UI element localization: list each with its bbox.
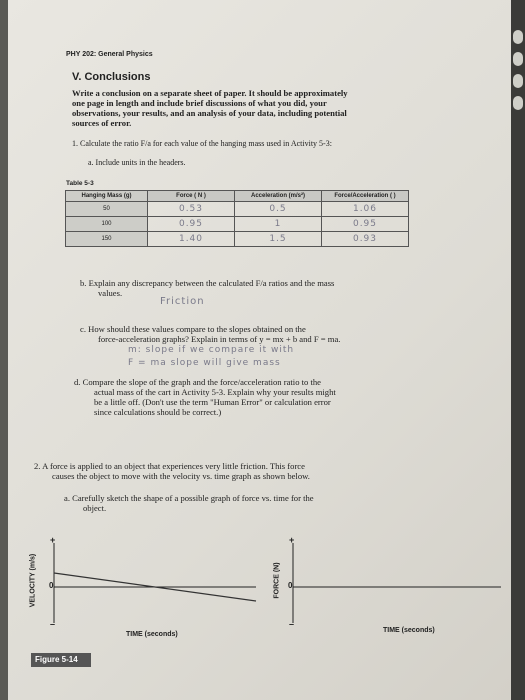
col-mass: Hanging Mass (g)	[66, 191, 148, 202]
ring	[513, 96, 523, 110]
data-table	[65, 190, 409, 247]
force-xlabel: TIME (seconds)	[383, 627, 435, 634]
question-2a-line-1: a. Carefully sketch the shape of a possible graph of force vs. time for the	[64, 493, 314, 503]
question-1c-line-2: force-acceleration graphs? Explain in terms of y = mx + b and F = ma.	[98, 334, 341, 344]
cell-force: 1.40	[148, 232, 235, 247]
intro-line-4: sources of error.	[72, 118, 132, 128]
binder-rings	[511, 0, 525, 700]
cell-mass: 100	[66, 217, 148, 232]
figure-label: Figure 5-14	[31, 653, 91, 667]
cell-accel: 0.5	[235, 202, 322, 217]
velocity-xlabel: TIME (seconds)	[126, 631, 178, 638]
answer-1b: Friction	[160, 296, 205, 307]
question-1d-line-2: actual mass of the cart in Activity 5-3. Explain why your results might	[94, 387, 336, 397]
question-1d-line-3: be a little off. (Don't use the term "Human Error" or calculation error	[94, 397, 331, 407]
cell-mass: 150	[66, 232, 148, 247]
answer-1c-line-2: F = ma slope will give mass	[128, 358, 281, 368]
question-1c-line-1: c. How should these values compare to the slopes obtained on the	[80, 324, 306, 334]
question-1d-line-1: d. Compare the slope of the graph and the force/acceleration ratio to the	[74, 377, 321, 387]
velocity-plus: +	[50, 535, 56, 545]
answer-1c-line-1: m: slope if we compare it with	[128, 345, 295, 355]
velocity-ylabel: VELOCITY (m/s)	[29, 553, 37, 608]
force-time-graph	[263, 535, 503, 645]
intro-line-1: Write a conclusion on a separate sheet of paper. It should be approximately	[72, 88, 348, 98]
question-1a: a. Include units in the headers.	[88, 158, 186, 167]
velocity-time-graph	[26, 535, 258, 645]
col-ratio: Force/Acceleration ( )	[322, 191, 409, 202]
question-1b-line-2: values.	[98, 288, 123, 298]
ring	[513, 52, 523, 66]
ring	[513, 30, 523, 44]
velocity-minus: –	[50, 619, 56, 629]
question-2-line-1: 2. A force is applied to an object that experiences very little friction. This force	[34, 461, 305, 471]
cell-ratio: 0.95	[322, 217, 409, 232]
col-force: Force ( N )	[148, 191, 235, 202]
col-acceleration: Acceleration (m/s²)	[235, 191, 322, 202]
table-row	[66, 217, 409, 232]
question-2-line-2: causes the object to move with the velocity vs. time graph as shown below.	[52, 471, 310, 481]
intro-line-2: one page in length and include brief discussions of what you did, your	[72, 98, 327, 108]
question-1b-line-1: b. Explain any discrepancy between the calculated F/a ratios and the mass	[80, 278, 335, 288]
ring	[513, 74, 523, 88]
force-zero: 0	[288, 581, 293, 590]
table-header-row	[66, 191, 409, 202]
force-minus: –	[289, 619, 295, 629]
question-1d-line-4: since calculations should be correct.)	[94, 407, 222, 417]
force-ylabel: FORCE (N)	[273, 562, 281, 599]
intro-line-3: observations, your results, and an analysis of your data, including potential	[72, 108, 347, 118]
velocity-graph-axes	[26, 535, 258, 645]
question-2a-line-2: object.	[83, 503, 107, 513]
page-header: PHY 202: General Physics	[66, 51, 153, 58]
cell-force: 0.53	[148, 202, 235, 217]
section-title: V. Conclusions	[72, 71, 151, 83]
cell-accel: 1.5	[235, 232, 322, 247]
table-row	[66, 202, 409, 217]
worksheet-page	[8, 0, 513, 700]
cell-mass: 50	[66, 202, 148, 217]
cell-ratio: 1.06	[322, 202, 409, 217]
velocity-zero: 0	[49, 581, 54, 590]
cell-ratio: 0.93	[322, 232, 409, 247]
table-label: Table 5-3	[66, 180, 94, 187]
question-1: 1. Calculate the ratio F/a for each value of the hanging mass used in Activity 5-3:	[72, 139, 332, 148]
force-plus: +	[289, 535, 295, 545]
cell-accel: 1	[235, 217, 322, 232]
table-row	[66, 232, 409, 247]
cell-force: 0.95	[148, 217, 235, 232]
